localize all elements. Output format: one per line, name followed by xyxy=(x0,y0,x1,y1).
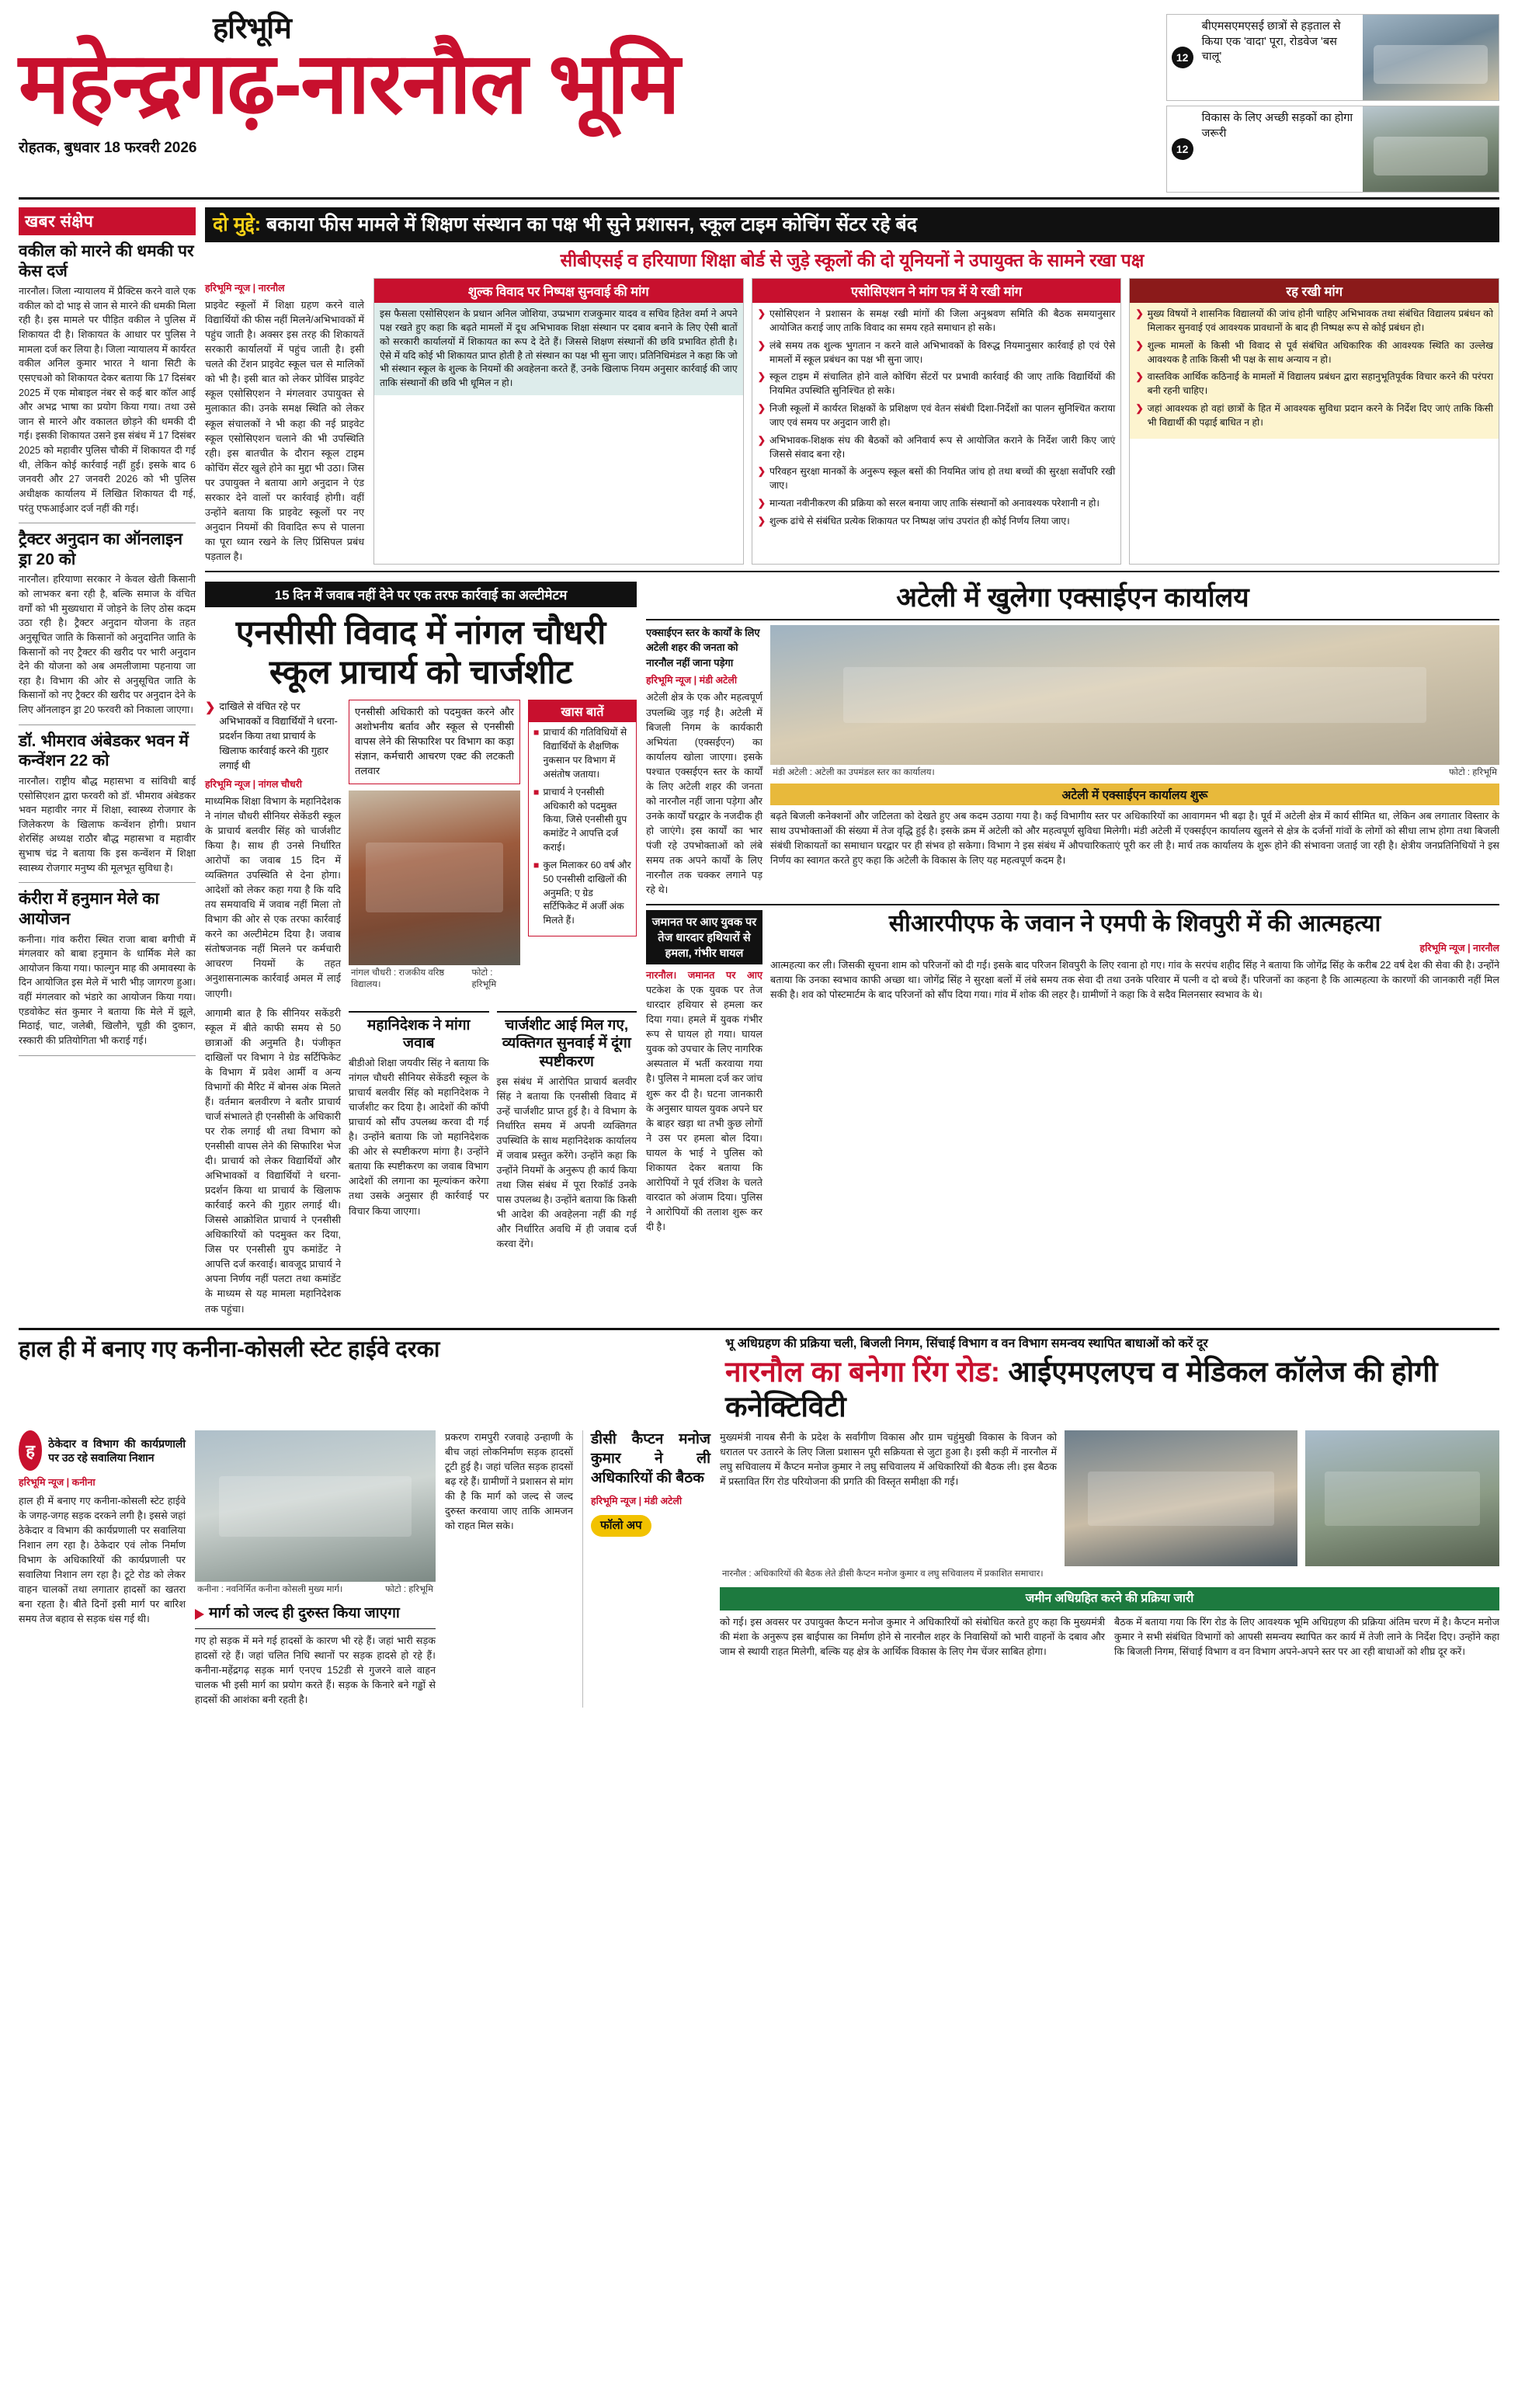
bullet-text: शुल्क ढांचे से संबंधित प्रत्येक शिकायत पर निष्पक्ष जांच उपरांत ही कोई निर्णय लिया जाए। xyxy=(769,515,1070,526)
infobox-title: रह रखी मांग xyxy=(1130,279,1499,303)
rail-item-text: जिला न्यायालय में प्रैक्टिस करने वाले एक वकील को दो भाइ से जान से मारने की धमकी मिला रही है। इस मामले पर पीड़ित वकील ने पुलिस में शिकायत दी है। शिकायत के आधार पर पुलिस ने मामला दर्ज कर लिया है। जिला न्यायालय में कार्यरत वकील अनिल कुमार भारत ने थाना सिटी के एसएचओ को शिकायत देकर बताया कि 17 दिसंबर 2025 में एक मोबाइल नंबर से कई बार कॉल आई और अभद्र भाषा का प्रयोग किया गया। तथा उसे जान से मारने और वकालत छोड़ने की धमकी दी गई। इसकी शिकायत उसने इस संबंध में 17 दिसंबर 2025 को महावीर पुलिस चौकी में शिकायत दी गई थी, लेकिन कोई कार्रवाई नहीं हुई। इसके बाद 6 जनवरी और 27 जनवरी 2026 को भी पुलिस अधीक्षक कार्यालय में लिखित शिकायत दी गई, परंतु एफआईआर दर्ज नहीं की गई। xyxy=(19,286,196,514)
ringroad-greenbar: जमीन अधिग्रहित करने की प्रक्रिया जारी xyxy=(720,1587,1499,1610)
highway-intro-col xyxy=(19,1430,186,1708)
ringroad-green-right: बैठक में बताया गया कि रिंग रोड के लिए आवश्यक भूमि अधिग्रहण की प्रक्रिया अंतिम चरण में है। कैप्टन मनोज कुमार ने सभी संबंधित विभागों को आपसी समन्वय स्थापित कर कार्य में तेजी लाने के निर्देश दिए। उन्होंने कहा कि बिजली निगम, सिंचाई विभाग व वन विभाग अपने-अपने स्तर पर आ रही बाधाओं को शीघ्र दूर करें। xyxy=(1114,1616,1499,1657)
byline: हरिभूमि न्यूज | मंडी अटेली xyxy=(591,1496,683,1507)
rail-item[interactable] xyxy=(19,523,196,724)
highway-kicker: ठेकेदार व विभाग की कार्यप्रणाली पर उठ रहे सवालिया निशान xyxy=(48,1437,186,1465)
bullet-item xyxy=(758,402,1116,430)
page-body xyxy=(19,207,1499,1317)
keybox-body xyxy=(529,722,636,936)
photo-credit: फोटो : हरिभूमि xyxy=(471,968,497,989)
ateli-photo-caption xyxy=(770,765,1499,780)
bottom-columns xyxy=(19,1430,1499,1708)
bullet-text: शुल्क मामलों के किसी भी विवाद से पूर्व संबंधित अधिकारिक की आवश्यक स्थिति का उल्लेख आवश्यक है ताकि किसी भी पक्ष के साथ अन्याय न हो। xyxy=(1147,339,1494,365)
ncc-upper xyxy=(205,700,637,1001)
crpf-left-col xyxy=(646,910,762,1235)
ateli-intro: अटेली क्षेत्र के एक और महत्वपूर्ण उपलब्धि जुड़ गई है। अटेली में बिजली निगम के कार्यकारी अभियंता (एक्सईएन) का कार्यालय खोला जाएगा। इसके पश्चात एक्सईएन स्तर के कार्यों के लिए अटेली शहर की जनता को नारनौल नहीं जाना पड़ेगा और उनके कार्यों घरद्वार के नजदीक ही हो जाएंगे। इस कार्यों का भार पंजी रहे उपभोक्ताओं को लंबे समय तक अपने कार्यों के लिए नारनौल तक चक्कर लगाने पड़ रहे थे। xyxy=(646,692,762,896)
ateli-upper xyxy=(646,625,1499,898)
bullet-marker-icon: ❯ xyxy=(757,515,766,526)
bullet-marker-icon: ■ xyxy=(533,786,540,797)
rail-item-kicker: कनीना। xyxy=(19,933,46,945)
ringroad-body: मुख्यमंत्री नायब सैनी के प्रदेश के सर्वांगीण विकास और ग्राम चहुंमुखी विकास के विजन को धरातल पर उतारने के लिए जिला प्रशासन पूरी सक्रियता से जुटा हुआ है। इसी कड़ी में नारनौल में लघु सचिवालय में कैप्टन मनोज कुमार ने लघु सचिवालय में अधिकारियों की बैठक ली। इस बैठक में प्रस्तावित रिंग रोड परियोजना की प्रगति की विस्तृत समीक्षा की गई। xyxy=(720,1432,1057,1488)
infobox-body xyxy=(752,303,1121,537)
ringroad-upper xyxy=(720,1430,1499,1566)
ncc-note xyxy=(205,700,341,773)
bullet-text: जहां आवश्यक हो वहां छात्रों के हित में आवश्यक सुविधा प्रदान करने के निर्देश दिए जाएं ताकि किसी भी विद्यार्थी की पढ़ाई बाधित न हो। xyxy=(1147,403,1494,428)
brand-logo-text: हरिभूमि xyxy=(213,12,291,45)
bullet-marker-icon: ❯ xyxy=(757,339,766,351)
dc-meeting-headline: डीसी कैप्टन मनोज कुमार ने ली अधिकारियों की बैठक xyxy=(591,1431,710,1486)
promo-bus-photo xyxy=(1363,15,1499,100)
ateli-divider xyxy=(646,619,1499,620)
highway-sub-headline-row xyxy=(195,1603,436,1629)
page-title: महेन्द्रगढ़-नारनौल भूमि xyxy=(19,36,679,131)
highway-continued-col xyxy=(445,1430,573,1708)
crpf-topbar: जमानत पर आए युवक पर तेज धारदार हथियारों से हमला, गंभीर घायल xyxy=(646,910,762,964)
bullet-marker-icon: ❯ xyxy=(757,498,766,509)
ncc-extra-body: आगामी बात है कि सीनियर सकेंडरी स्कूल में बीते काफी समय से 50 छात्राओं की अनुमति है। पंजीकृत दाखिलों पर विभाग ने ग्रेड सर्टिफिकेट के विभाग में प्रवेश आर्मी व अन्य विभागों की मैरिट में बोनस अंक मिलते हैं। वर्तमान बलवीरण ने बतौर प्राचार्य चार्ज संभालते ही एनसीसी के अधिकारी पर रोक लगाई थी तथा विभाग को एनसीसी वापस लेने की सिफारिश भेज दी। प्राचार्य को लेकर विद्यार्थियों और अभिभावकों व विद्यार्थियों ने धरना-प्रदर्शन किया था प्राचार्य के खिलाफ कार्रवाई करने की गुहार लगाई थी। जिससे आक्रोशित प्राचार्य ने एनसीसी अधिकारियों को पदमुक्त कर दिया, जिस पर एनसीसी ग्रुप कमांडेंट ने आपत्ति दर्ज करवाई। बावजूद प्राचार्य ने अपना निर्णय नहीं पलटा तथा कमांडेंट के माध्यम से यह मामला महानिदेशक तक पहुंचा। xyxy=(205,1007,341,1315)
ncc-extra-col xyxy=(205,1006,341,1317)
bullet-item xyxy=(1135,402,1493,430)
photo-caption-text: नांगल चौधरी : राजकीय वरिष्ठ विद्यालय। xyxy=(351,968,445,989)
ateli-body: बढ़ते बिजली कनेक्शनों और जटिलता को देखते हुए अब कदम उठाया गया है। कई विभागीय स्तर पर अधिकारियों का आवागमन भी बढ़ा है। पूर्व में अटेली क्षेत्र में कार्य सीमित था, लेकिन अब लगातार विस्तार के साथ उपभोक्ताओं की संख्या में तेज वृद्धि हुई है। इसके क्रम में अटेली को और महत्वपूर्ण सुविधा मिलेगी। मंडी अटेली में एक्सईएन कार्यालय खुलने से क्षेत्र के दर्जनों गांवों के लोगों को सीधा लाभ होगा तथा बिजली संबंधी शिकायतों का समाधान घरद्वार पर ही संभव हो सकेगा। विभाग ने इस संबंध में औपचारिकताएं पूरी कर ली है। मार्च तक कार्यालय के शुरू होने की संभावना जताई जा रही है। क्षेत्रीय जनप्रतिनिधियों ने इस निर्णय का स्वागत करते हुए कहा कि अटेली के विकास के लिए यह महत्वपूर्ण कदम है। xyxy=(770,810,1499,867)
bullet-item xyxy=(758,308,1116,335)
ncc-body: माध्यमिक शिक्षा विभाग के महानिदेशक ने नांगल चौधरी सीनियर सेकेंडरी स्कूल के प्राचार्य बलवीर सिंह को चार्जशीट किया है। साथ ही उनसे निर्धारित आरोपों का जवाब 15 दिन में व्यक्तिगत उपस्थिति से देना होगा। आदेशों को लेकर कहा गया है कि यदि तय समयावधि में जवाब नहीं मिला तो विभाग की ओर से एक तरफा कार्रवाई करने का अल्टीमेटम दिया है। जवाब संतोषजनक नहीं मिलने पर कर्मचारी आचरण नियमों के तहत अनुशासनात्मक कार्रवाई अमल में लाई जाएगी। xyxy=(205,795,341,999)
rail-item-title: डॉ. भीमराव अंबेडकर भवन में कन्वेंशन 22 को xyxy=(19,731,189,770)
brand-mark-icon: ह xyxy=(19,1430,42,1471)
ateli-note: एक्साईएन स्तर के कार्यों के लिए अटेली शहर की जनता को नारनौल नहीं जाना पड़ेगा xyxy=(646,626,760,669)
ringroad-green-left: को गई। इस अवसर पर उपायुक्त कैप्टन मनोज कुमार ने अधिकारियों को संबोधित करते हुए कहा कि मुख्यमंत्री की मंशा के अनुरूप इस बाईपास का निर्माण होने से नारनौल शहर के निवासियों को भारी वाहनों के दबाव और जाम से स्थायी राहत मिलेगी, बल्कि यह क्षेत्र के आर्थिक विकास के लिए गेम चेंजर साबित होगा। xyxy=(720,1616,1105,1657)
bullet-marker-icon: ❯ xyxy=(1135,308,1144,320)
ringroad-headline-part2: आईएमएलएच व मेडिकल कॉलेज की होगी कनेक्टिविटी xyxy=(725,1356,1438,1423)
bullet-marker-icon: ❯ xyxy=(1135,339,1144,351)
infobox-body: इस फैसला एसोसिएशन के प्रधान अनिल जोशिया, उप्प्रभाग राजकुमार यादव व सचिव हितेश वर्मा ने अपने पक्ष रखते हुए कहा कि बढ़ते मामलों में दूध अभिभावक शिक्षा संस्थान पर दबाव बनाने के लिए ऐसी बातों को सरकारी कार्यालयों में शिकायत का रूप दे देते हैं। जिससे शिक्षण संस्थानों की छवि प्रभावित होती है। ऐसे में यदि कोई भी शिकायत प्राप्त होती है तो संस्थान का पक्ष भी सुना जाए। प्रतिनिधिमंडल ने कहा कि जो भी संस्थान स्कूल के शुल्क के नियमों की अवहेलना करते हैं, उनके खिलाफ नियम अनुसार कार्रवाई की जाए ताकि संस्थानों की छवि भी धूमिल न हो। xyxy=(374,303,743,395)
keybox-item xyxy=(533,859,631,928)
rail-item-text: गांव करीरा स्थित राजा बाबा बगीची में मंगलवार को बाबा हनुमान के धार्मिक मेले का आयोजन किया गया। फाल्गुन माह की अमावस्या के दिन आयोजित इस मेले में भारी भीड़ जागरण हुआ। वहीं मंगलवार को भंडारे का आयोजन किया गया। एडवोकेट संत कुमार ने बताया कि मेले में झूले, मिठाई, चाट, जलेबी, खिलौने, चूड़ी की दुकान, रस्कारी की प्रतियोगिता भी कराई गई। xyxy=(19,933,196,1046)
ateli-photo-col xyxy=(770,625,1499,898)
keybox-item-text: प्राचार्य की गतिविधियों से विद्यार्थियों के शैक्षणिक नुकसान पर विभाग में असंतोष जताया। xyxy=(543,727,627,780)
promo-text: बीएमसएमएसई छात्रों से हड़ताल से किया एक 'वादा' पूरा, रोडवेज 'बस चालू' xyxy=(1201,20,1341,64)
ringroad-photo-col xyxy=(1065,1430,1297,1566)
ncc-lower xyxy=(205,1006,637,1317)
crpf-left-body xyxy=(646,968,762,1235)
ringroad-road-photo xyxy=(1305,1430,1499,1566)
rail-item-text: केवल खेती किसानी को लाभकर बना रही है, बल्कि समाज के वंचित वर्गों को भी मुख्यधारा में जोड़ने के लिए ठोस कदम उठा रही है। ट्रैक्टर अनुदान योजना के तहत अनुसूचित जाति के किसानों को अनुदानित जाति के किसानों को नए ट्रैक्टर की खरीद पर भारी अनुदान देने की योजना को अब अमलीजामा पहनाया जा रहा है। विभाग की ओर से अनुसूचित जाति के किसानों को नए ट्रैक्टर की खरीद पर अनुदान देने के लिए ऑनलाइन ड्रा 20 फरवरी को निकाला जाएगा। xyxy=(19,574,196,716)
bullet-item xyxy=(1135,308,1493,335)
promo-item[interactable] xyxy=(1166,14,1499,101)
section-divider xyxy=(205,571,1499,572)
ncc-note-text: दाखिले से वंचित रहे पर अभिभावकों व विद्यार्थियों ने धरना-प्रदर्शन किया तथा प्राचार्य के खिलाफ कार्रवाई करने की गुहार लगाई थी xyxy=(219,701,338,772)
highway-mid-body: गए हो सड़क में मने गई हादसों के कारण भी रहे हैं। जहां भारी सड़क हादसों रहे हैं। जहां चलित निधि स्थानों पर सड़क हादसे हो रहे हैं। कनीना-महेंद्रगढ़ सड़क मार्ग एनएच 152डी से गुजरने वाले वाहन चालक भी इसी मार्ग का प्रयोग करते हैं। सड़क के किनारे बने गड्ढों से हादसों की आशंका बनी रहती है। xyxy=(195,1635,436,1706)
ringroad-headline-part1: नारनौल का बनेगा रिंग रोड: xyxy=(725,1356,1001,1388)
ringroad-col xyxy=(720,1430,1499,1708)
lead-story-headline: बकाया फीस मामले में शिक्षण संस्थान का पक्ष भी सुने प्रशासन, स्कूल टाइम कोचिंग सेंटर रहे बंद xyxy=(266,214,918,235)
highway-truck-photo xyxy=(195,1430,436,1582)
crpf-divider xyxy=(646,904,1499,905)
mid-section xyxy=(205,582,1499,1317)
keybox-item-text: प्राचार्य ने एनसीसी अधिकारी को पदमुक्त किया, जिसे एनसीसी ग्रुप कमांडेंट ने आपत्ति दर्ज कराई। xyxy=(543,786,627,853)
crpf-right-col xyxy=(770,910,1499,1235)
ateli-office-photo xyxy=(770,625,1499,765)
crpf-section xyxy=(646,910,1499,1235)
highway-headline: हाल ही में बनाए गए कनीना-कोसली स्टेट हाईवे दरका xyxy=(19,1336,440,1362)
news-brief-rail xyxy=(19,207,196,1317)
bullet-text: निजी स्कूलों में कार्यरत शिक्षकों के प्रशिक्षण एवं वेतन संबंधी दिशा-निर्देशों का पालन सुनिश्चित कराया जाए एवं समय पर अनुदान जारी हो। xyxy=(769,403,1116,428)
lead-story-columns xyxy=(205,278,1499,565)
ateli-note-col xyxy=(646,625,762,898)
masthead xyxy=(19,14,1499,200)
arrow-right-icon xyxy=(195,1609,204,1620)
bullet-marker-icon: ❯ xyxy=(757,466,766,478)
byline: नारनौल। जमानत पर आए xyxy=(646,970,762,982)
highway-photo-col xyxy=(195,1430,436,1708)
ringroad-road-photo-col xyxy=(1305,1430,1499,1566)
ateli-story xyxy=(646,582,1499,1317)
crpf-left-text: पटकेश के एक युवक पर तेज धारदार हथियार से हमला कर दिया गया। हमले में युवक गंभीर रूप से घायल हो गया। घायल युवक को उपचार के लिए नागरिक अस्पताल में भर्ती करवाया गया है। पुलिस ने मामला दर्ज कर जांच शुरू कर दी है। घटना जानकारी के अनुसार घायल युवक अपने घर के बाहर खड़ा था तभी कुछ लोगों ने उस पर हमला बोल दिया। घायल के भाई ने पुलिस को शिकायत देकर बताया कि आरोपियों ने पूर्व रंजिश के चलते वारदात को अंजाम दिया। पुलिस ने आरोपियों की तलाश शुरू कर दी है। xyxy=(646,985,762,1232)
ringroad-strip: भू अधिग्रहण की प्रक्रिया चली, बिजली निगम, सिंचाई विभाग व वन विभाग समन्वय स्थापित बाधाओं को करें दूर xyxy=(725,1336,1208,1350)
bottom-headlines xyxy=(19,1336,1499,1425)
infobox-title: एसोसिएशन ने मांग पत्र में ये रखी मांग xyxy=(752,279,1121,303)
bullet-item xyxy=(758,465,1116,493)
bullet-item xyxy=(1135,339,1493,367)
ringroad-text-col xyxy=(720,1430,1057,1566)
ncc-headline: एनसीसी विवाद में नांगल चौधरी स्कूल प्राचार्य को चार्जशीट xyxy=(235,613,606,691)
photo-credit: फोटो : हरिभूमि xyxy=(385,1585,433,1595)
bullet-text: मुख्य विषयों ने शासनिक विद्यालयों की जांच होनी चाहिए अभिभावक तथा संबंधित विद्यालय प्रबंधन को मिलाकर सुनवाई एवं आवश्यक प्रावधानों के बाद ही निष्पक्ष रूप से कोई प्रबंधन हो। xyxy=(1147,308,1494,333)
byline: हरिभूमि न्यूज | मंडी अटेली xyxy=(646,675,738,686)
ateli-goldbar: अटेली में एक्साईएन कार्यालय शुरू xyxy=(770,784,1499,805)
infobox-fee-hearing xyxy=(373,278,744,565)
rail-item-body xyxy=(19,774,196,875)
ateli-headline: अटेली में खुलेगा एक्साईएन कार्यालय xyxy=(896,582,1249,613)
bullet-text: अभिभावक-शिक्षक संघ की बैठकों को अनिवार्य रूप से आयोजित कराने के निर्देश जारी किए जाएं जिससे संवाद बना रहे। xyxy=(769,434,1116,460)
highway-photo-caption xyxy=(195,1582,436,1598)
edition-date: रोहतक, बुधवार 18 फरवरी 2026 xyxy=(19,139,197,156)
bullet-text: स्कूल टाइम में संचालित होने वाले कोचिंग सेंटरों पर प्रभावी कार्रवाई की जाए ताकि विद्यार्थियों की नियमित उपस्थिति सुनिश्चित हो सके। xyxy=(769,371,1116,397)
promo-page-number: 12 xyxy=(1167,15,1198,100)
infobox-other-demands xyxy=(1129,278,1499,565)
photo-caption-text: कनीना : नवनिर्मित कनीना कोसली मुख्य मार्ग। xyxy=(197,1585,343,1595)
crpf-headline: सीआरपीएफ के जवान ने एमपी के शिवपुरी में की आत्महत्या xyxy=(888,911,1381,937)
highway-body: हाल ही में बनाए गए कनीना-कोसली स्टेट हाईवे के जगह-जगह सड़क दरकने लगी है। इससे जहां ठेकेदार व विभाग की कार्यप्रणाली पर सवालिया निशान लग रहा है। ठेकेदार एवं लोक निर्माण विभाग के अधिकारियों की कार्यप्रणाली पर सवालिया निशान लग रहा है। टूटे रोड को लेकर वाहन चालकों तथा लगातार हादसों का खतरा बना रहता है। बीते दिनों इसी मार्ग पर बारिश समय तेज बहाव से सड़क धंस गई थी। xyxy=(19,1495,186,1625)
keybox-item-text: कुल मिलाकर 60 वर्ष और 50 एनसीसी दाखिलों की अनुमति; ए ग्रेड सर्टिफिकेट में अर्जी अंक मिलते हैं। xyxy=(543,859,631,926)
ringroad-headline-block xyxy=(725,1336,1499,1425)
byline: हरिभूमि न्यूज | कनीना xyxy=(19,1477,96,1489)
lead-story-strip xyxy=(205,207,1499,242)
bullet-marker-icon: ❯ xyxy=(757,434,766,446)
bullet-item xyxy=(758,497,1116,511)
bullet-text: परिवहन सुरक्षा मानकों के अनुरूप स्कूल बसों की नियमित जांच हो तथा बच्चों की सुरक्षा सर्वोपरि रखी जाए। xyxy=(769,466,1116,492)
masthead-left xyxy=(19,14,1166,157)
promo-item[interactable] xyxy=(1166,106,1499,193)
bullet-marker-icon: ❯ xyxy=(205,701,216,715)
rail-item[interactable] xyxy=(19,883,196,1055)
rail-item-kicker: नारनौल। हरियाणा सरकार ने xyxy=(19,574,121,585)
rail-heading: खबर संक्षेप xyxy=(19,207,196,235)
ncc-note-col xyxy=(205,700,341,1001)
rail-item-title: कंरीरा में हनुमान मेले का आयोजन xyxy=(19,890,159,928)
ncc-sub-right-body: इस संबंध में आरोपित प्राचार्य बलवीर सिंह ने बताया कि एनसीसी विवाद में उन्हें चार्जशीट प्राप्त हुई है। वे विभाग के निर्धारित समय में अपनी व्यक्तिगत उपस्थिति के साथ महानिदेशक कार्यालय में जवाब प्रस्तुत करेंगे। उन्होंने कहा कि उन्होंने नियमों के अनुरूप ही कार्य किया तथा जिस संबंध में पूरा रिकॉर्ड उनके पास उपलब्ध है। उन्होंने बताया कि किसी भी आदेश की अवहेलना नहीं की गई और निर्धारित अवधि में ही जवाब दर्ज करवा देंगे। xyxy=(496,1075,637,1250)
bullet-text: एसोसिएशन ने प्रशासन के समक्ष रखी मांगों की जिला अनुश्रवण समिति की बैठक समयानुसार आयोजित कराई जाए ताकि विवाद का समय रहते समाधान हो सके। xyxy=(769,308,1116,333)
rail-item-title: वकील को मारने की धमकी पर केस दर्ज xyxy=(19,242,194,280)
ncc-keybox-col xyxy=(528,700,637,1001)
bullet-text: लंबे समय तक शुल्क भुगतान न करने वाले अभिभावकों के विरुद्ध नियमानुसार कार्रवाई हो एवं ऐसे मामलों में स्कूल प्रबंधन का पक्ष भी सुना जाए। xyxy=(769,339,1116,365)
highway-mid-body2: प्रकरण रामपुरी रजवाहे उन्हाणी के बीच जहां लोकनिर्माण सड़क हादसों टूटी हुई है। जहां चलित सड़क हादसों बढ़ रहे हैं। ग्रामीणों ने प्रशासन से मांग की है कि मार्ग को जल्द से जल्द दुरुस्त करवाया जाए ताकि आमजन को राहत मिल सके। xyxy=(445,1432,573,1532)
lead-story-intro: प्राइवेट स्कूलों में शिक्षा ग्रहण करने वाले विद्यार्थियों की फीस नहीं मिलने/अभिभावकों में पहुंच जाती है। अक्सर इस तरह की शिकायतें सरकारी कार्यालयों में पहुंच जाती है। इसी चलते की टेंशन प्राइवेट स्कूल चल से मालिकों को भी है। इसी बात को लेकर प्रोविंस प्राइवेट स्कूल एसोसिएशन ने मंगलवार उपायुक्त से मुलाकात की। उनके समक्ष स्थिति को लेकर स्कूल संचालकों ने भी कहा की नई प्राइवेट स्कूल एसोसिएशन चलाने की भी उपस्थिति रही। इस बातचीत के दौरान स्कूल टाइम कोचिंग सेंटर खुले होने का मुद्दा भी उठा। जिस पर उपायुक्त ने बताया आगे अनुदान ने एंड सरकार देने वालों पर कार्रवाई होगी। वहीं उन्होंने बताया कि प्राइवेट स्कूलों पर नए अनुदान नियमों की विवादित रूप से पालना का पूरा ध्यान रखने के लिए प्रिंसिपल प्रबंध पड़ताल है। xyxy=(205,300,364,562)
bullet-item xyxy=(758,339,1116,367)
bullet-marker-icon: ❯ xyxy=(757,403,766,415)
infobox-association-demands xyxy=(752,278,1122,565)
rail-item-title: ट्रैक्टर अनुदान का ऑनलाइन ड्रा 20 को xyxy=(19,530,182,568)
bullet-item xyxy=(758,434,1116,462)
ncc-sub-left xyxy=(349,1006,489,1317)
rail-item-body xyxy=(19,572,196,717)
masthead-promos xyxy=(1166,14,1499,193)
promo-page-number: 12 xyxy=(1167,106,1198,192)
bullet-marker-icon: ❯ xyxy=(757,308,766,320)
byline: हरिभूमि न्यूज | नांगल चौधरी xyxy=(205,778,302,790)
ncc-story xyxy=(205,582,637,1317)
ringroad-lower xyxy=(720,1615,1499,1659)
main-content xyxy=(205,207,1499,1317)
ncc-sub-left-title: महानिदेशक ने मांगा जवाब xyxy=(349,1011,489,1057)
ncc-topbar: 15 दिन में जवाब नहीं देने पर एक तरफ कार्रवाई का अल्टीमेटम xyxy=(205,582,637,607)
rail-item-kicker: नारनौल। xyxy=(19,286,49,297)
infobox-body xyxy=(1130,303,1499,439)
ncc-sub-right-title: चार्जशीट आई मिल गए, व्यक्तिगत सुनवाई में दूंगा स्पष्टीकरण xyxy=(497,1011,637,1075)
ncc-callout: एनसीसी अधिकारी को पदमुक्त करने और अशोभनीय बर्ताव और स्कूल से एनसीसी वापस लेने की सिफारिश पर विभाग का कड़ा संज्ञान, कर्मचारी आचरण एक्ट की लटकती तलवार xyxy=(349,700,520,784)
bullet-item xyxy=(1135,370,1493,398)
photo-caption-text: नारनौल : अधिकारियों की बैठक लेते डीसी कैप्टन मनोज कुमार व लघु सचिवालय में प्रकाशित समाचार। xyxy=(722,1569,1044,1579)
bullet-marker-icon: ❯ xyxy=(1135,403,1144,415)
lead-story-intro-col xyxy=(205,278,364,565)
keybox-item xyxy=(533,726,631,781)
followup-badge: फॉलो अप xyxy=(591,1515,651,1538)
promo-road-photo xyxy=(1363,106,1499,192)
crpf-right-body: आत्महत्या कर ली। जिसकी सूचना शाम को परिजनों को दी गई। इसके बाद परिजन शिवपुरी के लिए रवाना हो गए। गांव के सरपंच शहीद सिंह ने बताया कि जोगेंद्र सिंह के करीब 22 वर्ष देश की सेवा की है। उन्होंने बताया कि उनका स्वभाव काफी अच्छा था। जोगेंद्र सिंह ने सुरक्षा बलों में लंबे समय तक सेवा दी तथा उनके परिवार में पत्नी व दो बच्चे हैं। परिजनों का कहना है कि आत्महत्या के कारणों की जानकारी नहीं मिल सकी है। शव को पोस्टमार्टम के बाद परिजनों को सौंप दिया गया। गांव में शोक की लहर है। ग्रामीणों ने कहा कि वे सदैव मिलनसार स्वभाव के थे। xyxy=(770,960,1499,1001)
ringroad-headline xyxy=(725,1355,1499,1424)
lead-story-label: दो मुद्दे: xyxy=(213,214,262,235)
bullet-marker-icon: ■ xyxy=(533,727,540,738)
promo-text: विकास के लिए अच्छी सड़कों का होगा जरूरी xyxy=(1201,112,1353,140)
ncc-sub-left-body: बीडीओ शिक्षा जयवीर सिंह ने बताया कि नांगल चौधरी सीनियर सेकेंडरी स्कूल के प्राचार्य बलवीर सिंह को महानिदेशक ने चार्जशीट कर दिया है। आदेशों की कॉपी प्राचार्य को सौंप उपलब्ध करवा दी गई है। उन्होंने बताया कि जो महानिदेशक की ओर से स्पष्टीकरण मांगा है। उन्होंने बताया कि स्पष्टीकरण का जवाब विभाग आदेशों की लगाना का मूल्यांकन करेगा तथा उसके अनुसार ही कार्रवाई पर विचार किया जाएगा। xyxy=(349,1058,489,1217)
dc-meeting-photo xyxy=(1065,1430,1297,1566)
bullet-text: मान्यता नवीनीकरण की प्रक्रिया को सरल बनाया जाए ताकि संस्थानों को अनावश्यक परेशानी न हो। xyxy=(769,498,1100,509)
rail-item-body xyxy=(19,933,196,1048)
highway-kicker-row xyxy=(19,1430,186,1471)
bottom-section xyxy=(19,1328,1499,1708)
keybox-item xyxy=(533,786,631,855)
bullet-text: वास्तविक आर्थिक कठिनाई के मामलों में विद्यालय प्रबंधन द्वारा सहानुभूतिपूर्वक विचार करने की परंपरा बनी रहनी चाहिए। xyxy=(1147,371,1494,397)
bullet-marker-icon: ■ xyxy=(533,859,540,870)
rail-item-kicker: नारनौल। xyxy=(19,775,49,787)
bullet-item xyxy=(758,515,1116,529)
photo-credit: फोटो : हरिभूमि xyxy=(1449,767,1497,777)
dc-meeting-col xyxy=(582,1430,710,1708)
lead-story-boxes xyxy=(373,278,1499,565)
followup-badge-wrap xyxy=(591,1515,710,1538)
ncc-school-photo xyxy=(349,791,520,965)
rail-item[interactable] xyxy=(19,725,196,884)
lead-story-subhead: सीबीएसई व हरियाणा शिक्षा बोर्ड से जुड़े स्कूलों की दो यूनियनों ने उपायुक्त के सामने रखा पक्ष xyxy=(560,250,1145,271)
photo-caption-text: मंडी अटेली : अटेली का उपमंडल स्तर का कार्यालय। xyxy=(773,767,935,777)
highway-sub-headline: मार्ग को जल्द ही दुरुस्त किया जाएगा xyxy=(209,1605,400,1622)
bullet-item xyxy=(758,370,1116,398)
ncc-photo-caption xyxy=(349,965,520,992)
byline: हरिभूमि न्यूज | नारनौल xyxy=(1419,943,1499,954)
keybox-title: खास बातें xyxy=(529,700,636,722)
rail-item[interactable] xyxy=(19,235,196,523)
rail-item-text: राष्ट्रीय बौद्ध महासभा व सांविधी बाई एसोसिएशन द्वारा फरवरी को डॉ. भीमराव अंबेडकर भवन महावीर नगर में शिक्षा, स्वास्थ्य रोजगार के जिलेकरण के खिलाफ कन्वेंशन होगी। प्रधान शेरसिंह अध्यक्ष राठौर बौद्ध महासभा व महावीर सुभाष चंद्र ने बताया कि इस कन्वेंशन में शिक्षा स्वास्थ्य रोजगार मनुष्य की मूलभूत सुविधा है। xyxy=(19,775,196,874)
infobox-title: शुल्क विवाद पर निष्पक्ष सुनवाई की मांग xyxy=(374,279,743,303)
ringroad-photo-caption xyxy=(720,1566,1499,1583)
bullet-marker-icon: ❯ xyxy=(1135,371,1144,383)
ncc-keybox xyxy=(528,700,637,936)
byline: हरिभूमि न्यूज | नारनौल xyxy=(205,283,285,294)
rail-item-body xyxy=(19,284,196,516)
ncc-sub-right xyxy=(497,1006,637,1317)
ncc-callout-col xyxy=(349,700,520,1001)
bullet-marker-icon: ❯ xyxy=(757,371,766,383)
